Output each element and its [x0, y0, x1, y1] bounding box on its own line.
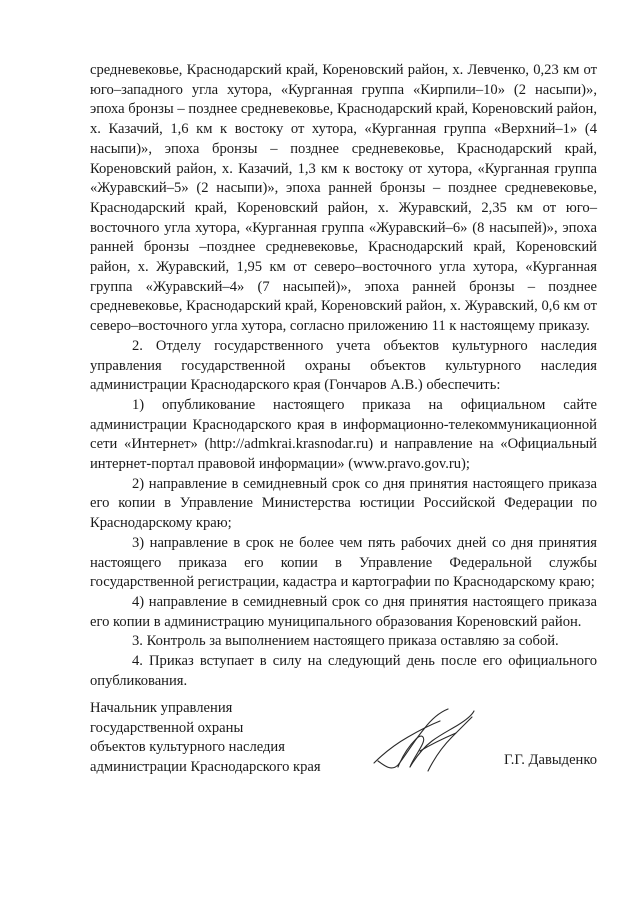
item-2-3-paragraph: 3) направление в срок не более чем пять рабочих дней со дня принятия настоящего приказа его копии в Управление Федеральной службы государственной регистрации, кадастра и картографии по Краснодарскому краю; — [90, 534, 597, 591]
signatory-title — [90, 699, 350, 778]
signatory-name: Г.Г. Давыденко — [503, 752, 597, 768]
item-2-1-paragraph: 1) опубликование настоящего приказа на официальном сайте администрации Краснодарского края в информационно-телекоммуникационной сети «Интернет» (http://admkrai.krasnodar.ru) и направление на «Официальный интернет-портал правовой информации» (www.pravo.gov.ru); — [90, 396, 597, 473]
item-4-paragraph: 4. Приказ вступает в силу на следующий день после его официального опубликования. — [90, 653, 597, 689]
document-body — [90, 61, 597, 692]
handwritten-signature-icon — [368, 701, 478, 779]
item-2-paragraph: 2. Отделу государственного учета объектов культурного наследия управления государственной охраны объектов культурного наследия администрации Краснодарского края (Гончаров А.В.) обеспечить: — [90, 337, 597, 394]
signatory-title-line-2: государственной охраны — [90, 719, 244, 736]
item-2-2-paragraph: 2) направление в семидневный срок со дня принятия настоящего приказа его копии в Управление Министерства юстиции Российской Федерации по Краснодарскому краю; — [90, 475, 597, 532]
signature-block — [90, 699, 597, 779]
signatory-title-line-1: Начальник управления — [90, 700, 233, 716]
item-2-4-paragraph: 4) направление в семидневный срок со дня принятия настоящего приказа его копии в администрацию муниципального образования Кореновский район. — [90, 593, 597, 630]
item-3-paragraph: 3. Контроль за выполнением настоящего приказа оставляю за собой. — [132, 633, 559, 650]
signatory-title-line-4: администрации Краснодарского края — [90, 759, 321, 776]
intro-paragraph: средневековье, Краснодарский край, Кореновский район, х. Левченко, 0,23 км от юго–западного угла хутора, «Курганная группа «Кирпили–10» (2 насыпи)», эпоха бронзы – позднее средневековье, Краснодарский край, Кореновский район, х. Казачий, 1,6 км к востоку от хутора, «Курганная группа «Верхний–1» (4 насыпи)», эпоха бронзы – позднее средневековье, Краснодарский край, Кореновский район, х. Казачий, 1,3 км к востоку от хутора, «Курганная группа «Журавский–5» (2 насыпи)», эпоха ранней бронзы – позднее средневековье, Краснодарский край, Кореновский район, х. Журавский, 2,35 км от юго–восточного угла хутора, «Курганная группа «Журавский–6» (8 насыпей)», эпоха ранней бронзы –позднее средневековье, Краснодарский край, Кореновский район, х. Журавский, 1,95 км от северо–восточного угла хутора, «Курганная группа «Журавский–4» (7 насыпей)», эпоха ранней бронзы – позднее средневековье, Краснодарский край, Кореновский район, х. Журавский, 0,6 км от северо–восточного угла хутора, согласно приложению 11 к настоящему приказу. — [90, 62, 597, 335]
signatory-title-line-3: объектов культурного наследия — [90, 739, 285, 756]
